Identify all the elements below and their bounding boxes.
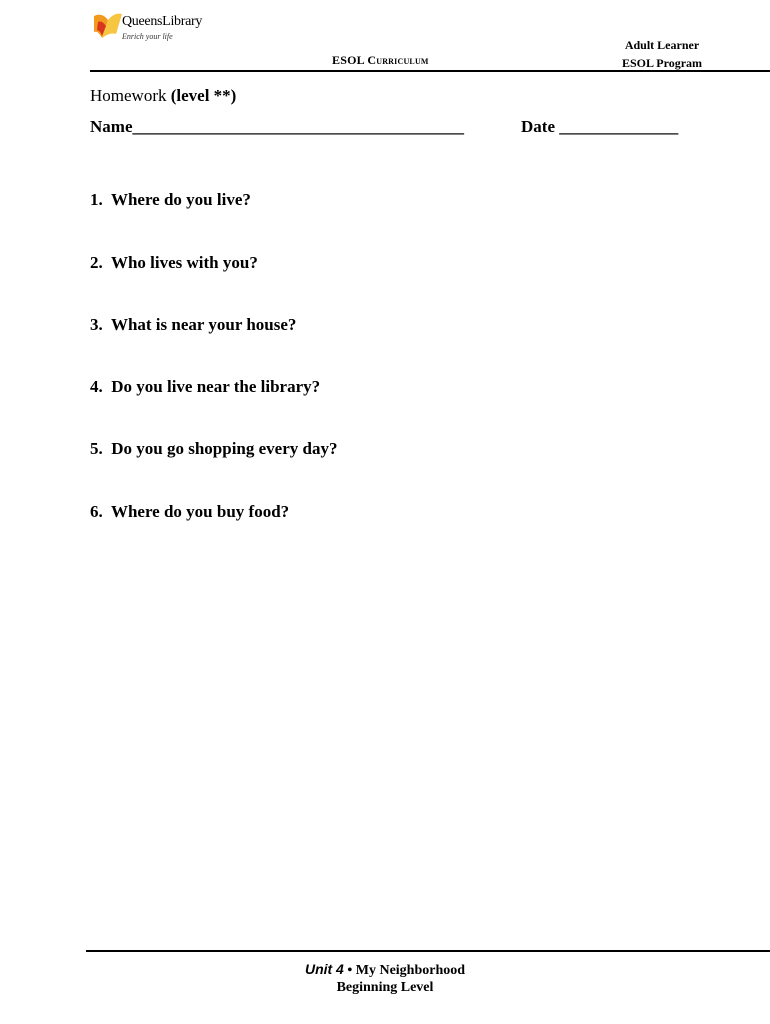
question-item: 5. Do you go shopping every day? bbox=[90, 439, 338, 458]
homework-label: Homework bbox=[90, 86, 167, 105]
program-block bbox=[612, 36, 712, 72]
footer-level: Beginning Level bbox=[336, 980, 434, 995]
name-field[interactable]: Name_______________________________________ bbox=[90, 117, 464, 136]
question-item: 4. Do you live near the library? bbox=[90, 377, 321, 396]
homework-heading bbox=[90, 86, 236, 106]
footer-rule bbox=[86, 950, 770, 952]
queens-library-logo bbox=[92, 10, 202, 50]
footer-unit-line bbox=[0, 961, 770, 979]
logo-tagline: Enrich your life bbox=[122, 32, 173, 41]
library-book-logo-icon bbox=[92, 10, 122, 42]
header-rule bbox=[90, 70, 770, 72]
question-item: 1. Where do you live? bbox=[90, 190, 251, 209]
level-label: (level **) bbox=[170, 86, 237, 105]
logo-wordmark: QueensLibrary bbox=[122, 14, 203, 29]
date-field[interactable]: Date ______________ bbox=[521, 117, 679, 136]
question-item: 6. Where do you buy food? bbox=[90, 502, 290, 521]
program-line-1: Adult Learner bbox=[624, 38, 700, 52]
question-item: 2. Who lives with you? bbox=[90, 253, 258, 272]
curriculum-title: ESOL Curriculum bbox=[332, 53, 429, 67]
unit-topic: My Neighborhood bbox=[355, 963, 466, 978]
program-line-2: ESOL Program bbox=[621, 56, 703, 70]
unit-number: Unit 4 bbox=[304, 961, 344, 977]
question-item: 3. What is near your house? bbox=[90, 315, 297, 334]
footer-separator: • bbox=[343, 963, 356, 978]
